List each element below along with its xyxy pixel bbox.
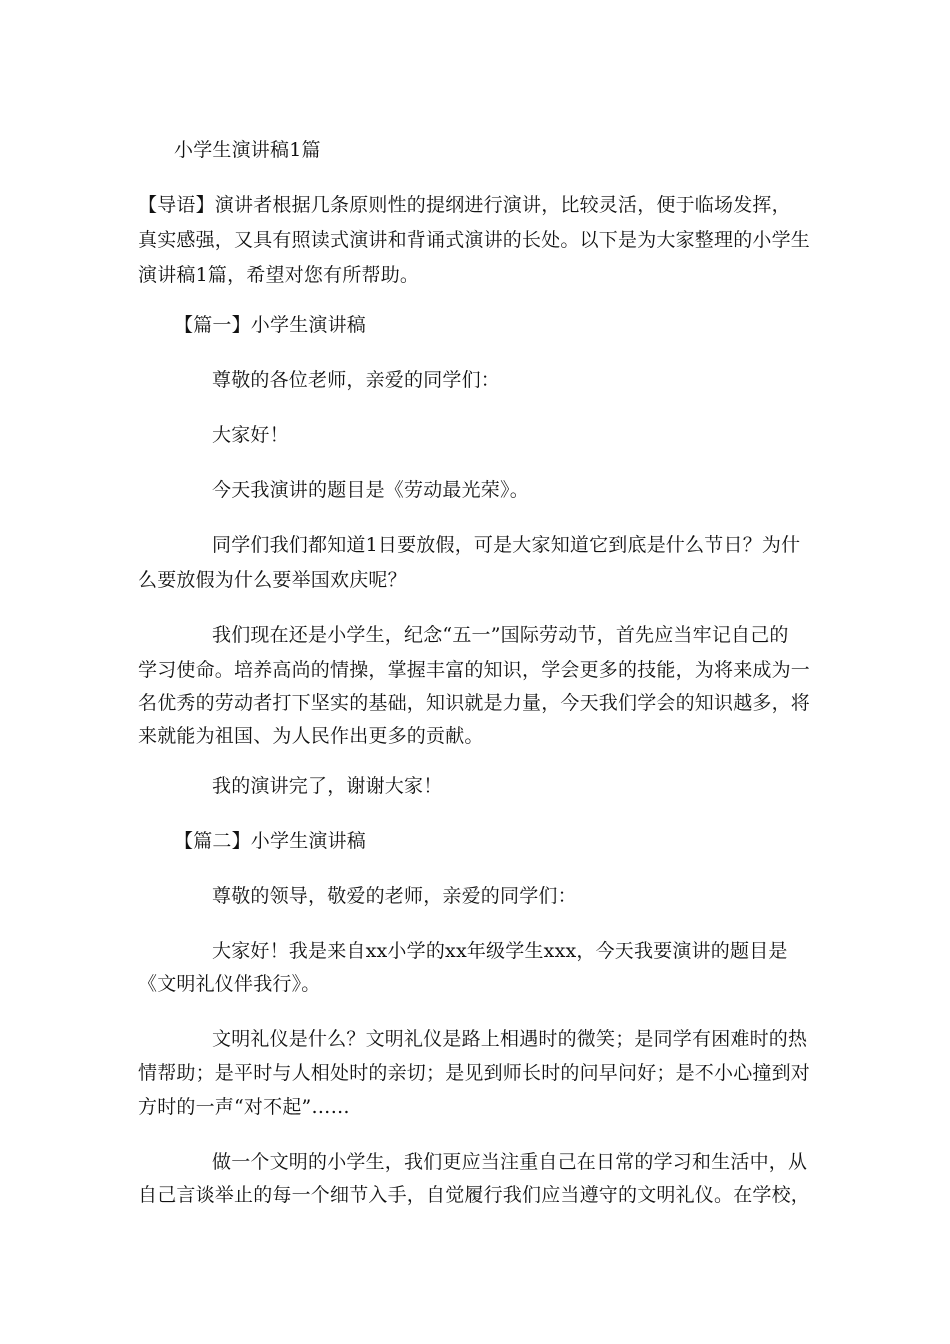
paragraph-line: 学习使命。培养高尚的情操，掌握丰富的知识，学会更多的技能，为将来成为一 [138, 659, 811, 681]
paragraph-line: 文明礼仪是什么？文明礼仪是路上相遇时的微笑；是同学有困难时的热 [212, 1028, 808, 1050]
section2-salutation: 尊敬的领导，敬爱的老师，亲爱的同学们： [212, 885, 577, 907]
paragraph-line: 方时的一声“对不起”…… [138, 1096, 350, 1118]
section1-topic: 今天我演讲的题目是《劳动最光荣》。 [212, 479, 529, 501]
section1-salutation: 尊敬的各位老师，亲爱的同学们： [212, 369, 501, 391]
paragraph-line: 我们现在还是小学生，纪念“五一”国际劳动节，首先应当牢记自己的 [212, 624, 789, 646]
document-title: 小学生演讲稿1篇 [174, 139, 321, 161]
paragraph-line: 么要放假为什么要举国欢庆呢？ [138, 569, 407, 591]
paragraph-line: 来就能为祖国、为人民作出更多的贡献。 [138, 725, 484, 747]
intro-line: 【导语】演讲者根据几条原则性的提纲进行演讲，比较灵活，便于临场发挥， [138, 194, 791, 216]
paragraph-line: 自己言谈举止的每一个细节入手，自觉履行我们应当遵守的文明礼仪。在学校， [138, 1184, 811, 1206]
paragraph-line: 大家好！我是来自xx小学的xx年级学生xxx，今天我要演讲的题目是 [212, 940, 788, 962]
intro-line: 演讲稿1篇，希望对您有所帮助。 [138, 264, 420, 286]
section2-heading: 【篇二】小学生演讲稿 [174, 830, 367, 852]
paragraph-line: 《文明礼仪伴我行》。 [138, 973, 321, 995]
paragraph-line: 同学们我们都知道1日要放假，可是大家知道它到底是什么节日？为什 [212, 534, 801, 556]
paragraph-line: 名优秀的劳动者打下坚实的基础，知识就是力量，今天我们学会的知识越多，将 [138, 692, 811, 714]
paragraph-line: 情帮助；是平时与人相处时的亲切；是见到师长时的问早问好；是不小心撞到对 [138, 1062, 811, 1084]
intro-line: 真实感强，又具有照读式演讲和背诵式演讲的长处。以下是为大家整理的小学生 [138, 229, 811, 251]
section1-greeting: 大家好！ [212, 424, 289, 446]
section1-heading: 【篇一】小学生演讲稿 [174, 314, 367, 336]
section1-closing: 我的演讲完了，谢谢大家！ [212, 775, 443, 797]
paragraph-line: 做一个文明的小学生，我们更应当注重自己在日常的学习和生活中，从 [212, 1151, 808, 1173]
